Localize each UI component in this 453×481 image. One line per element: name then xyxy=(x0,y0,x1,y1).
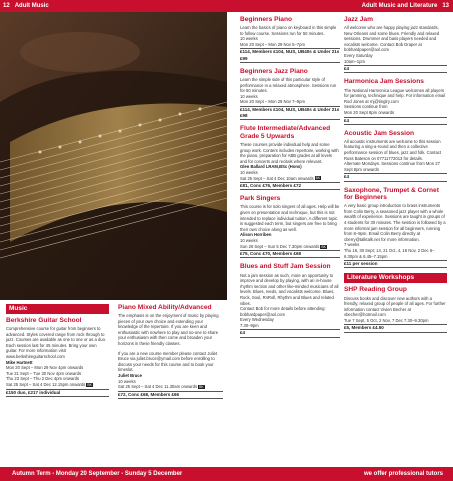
guitar-session-1: Mon 20 Sept – Mon 29 Nov 4pm onwards xyxy=(6,365,84,371)
piano-mixed-desc-1: The emphasis is on the enjoyment of music by playing pieces of your own choice and extending your knowledge of the repertoire. If you are keen and enthusiastic with nowhere to play and no-one to share your enthusiasm with then come and broaden your horizons in these friendly classes. xyxy=(118,313,219,347)
beginners-piano-price: £114, Members £104, NUS, UB40s & Under 21s £99 xyxy=(240,48,340,62)
park-singers-tutor: Alison Horriben xyxy=(240,232,272,238)
shp-reading-schedule: Tue 7 Sept, 5 Oct, 2 Nov, 7 Dec 7.30–9.30pm xyxy=(344,317,429,323)
jazz-piano-price: £114, Members £104, NUS, UB40s & Under 21s £98 xyxy=(240,106,340,120)
acoustic-jam-title: Acoustic Jam Session xyxy=(344,129,414,137)
music-section-heading: Music xyxy=(6,304,109,314)
column-4 xyxy=(344,16,447,338)
shp-reading-price: £5, Members £4.50 xyxy=(344,324,447,332)
jazz-jam-time: 10am–1pm xyxy=(344,58,365,64)
footer-bar xyxy=(0,467,453,481)
park-singers-weeks: 10 weeks xyxy=(240,238,258,244)
footer-tagline: we offer professional tutors xyxy=(363,471,443,477)
flute-title: Flute Intermediate/Advanced Grade 5 Upwards xyxy=(240,125,331,140)
piano-mixed-desc-2: If you are a new course member please contact Juliet Bruce via juliet.bruce@ymail.com before enrolling to discuss your needs for this course and to book your timeslot. xyxy=(118,350,218,373)
guitar-price: £150 duo, £217 individual xyxy=(6,389,109,397)
term-dates: Autumn Term - Monday 20 September - Sunday 5 December xyxy=(12,471,183,477)
harmonica-when: Sessions continue from xyxy=(344,104,388,110)
blues-jam-contact: Contact Bob for more details before attending: bobhardpaper@aol.com xyxy=(240,306,326,317)
jazz-piano-title: Beginners Jazz Piano xyxy=(240,67,308,75)
flute-desc: These courses provide individual help and some group work. Content includes repertoire, working with the piano, preparation for ABB grades at all levels and for concerts and recitals where relevant. xyxy=(240,142,339,164)
booking-badge: BK xyxy=(321,244,326,249)
left-page-header xyxy=(3,0,49,12)
beginners-piano-desc: Learn the basics of piano on keyboard in this simple to follow course. Sessions run for 50 minutes. xyxy=(240,25,337,36)
piano-mixed-title: Piano Mixed Ability/Advanced xyxy=(118,304,212,311)
jazz-piano-schedule: Mon 20 Sept – Mon 29 Nov 7–9pm xyxy=(240,99,305,105)
acoustic-jam-price: £4 xyxy=(344,173,447,181)
header-bar xyxy=(0,0,453,12)
piano-strings-image xyxy=(0,12,227,300)
flute-price: £81, Conc £76, Members £72 xyxy=(240,182,340,190)
sax-schedule: Thu 16, 30 Sept; 14, 21 Oct, 4, 18 Nov, 2 Dec 6–6.30pm & 6.45–7.15pm xyxy=(344,248,435,259)
jazz-jam-desc: All welcome who are happy playing jazz standards, New Orleans and some blues. Friendly and relaxed sessions. Drummer and bass players needed and vocalists welcome. Contact Bob Draper at bobhardpaper@aol.com xyxy=(344,25,440,53)
blues-jam-time: 7.30–9pm xyxy=(240,322,259,328)
literature-section-heading: Literature Workshops xyxy=(344,273,447,283)
blues-jam-desc: Not a jam session as such, more an opportunity to improve and develop by playing, with an in-house rhythm section and other like-minded musicians of all levels. Blues, reeds, and vocalists welcome. Blues, Rock, Soul, RnRoll, Rhythm and Blues and related vibes. xyxy=(240,272,339,306)
flute-schedule: Sat 25 Sept – Sat 4 Dec 10am onwards xyxy=(240,175,314,181)
guitar-session-2: Tue 21 Sept – Tue 30 Nov 4pm onwards xyxy=(6,370,82,376)
harmonica-title: Harmonica Jam Sessions xyxy=(344,78,424,86)
harmonica-schedule: Mon 20 Sept 8pm onwards xyxy=(344,109,395,115)
blues-jam-price: £4 xyxy=(240,329,340,337)
shp-reading-desc: Discuss books and discover new authors with a friendly, relaxed group of people of all ages. For further information contact Vivien Becher at vbecher@hotmail.com xyxy=(344,295,446,318)
sax-weeks: 7 weeks xyxy=(344,242,360,248)
harmonica-desc: The National Harmonica League welcomes all players for jamming, technique and help. For information email Rod Jones at rnj@tinglry.com xyxy=(344,87,446,104)
park-singers-schedule-row xyxy=(240,244,340,250)
beginners-piano-weeks: 10 weeks xyxy=(240,36,258,42)
piano-mixed-schedule: Sat 25 Sept – Sat 4 Dec 11.30am onwards xyxy=(118,384,198,390)
column-1 xyxy=(6,304,109,402)
right-page-title: Adult Music and Literature xyxy=(361,3,438,9)
sax-desc: A very basic group introduction to brass instruments from Colin Berry, a seasoned jazz player with a whole wealth of experience. Sessions are taught in groups of 4 students for 30 minutes. The session is followed by a more informal jam session for all beginners, running from 8–9pm. Email Colin Berry directly at cberry@talktalk.net for more information. xyxy=(344,203,446,242)
guitar-tutor: Mike Hartnett xyxy=(6,359,33,365)
piano-photo xyxy=(0,12,227,300)
booking-badge: BK xyxy=(87,382,92,387)
acoustic-jam-when: Alternate Mondays. Sessions continue from Mon 27 Sept 8pm onwards xyxy=(344,161,440,172)
column-2 xyxy=(118,304,223,404)
guitar-title: Berkshire Guitar School xyxy=(6,317,82,324)
blues-jam-title: Blues and Stuff Jam Session xyxy=(240,263,331,271)
piano-mixed-price: £72, Conc £68, Members £66 xyxy=(118,391,223,399)
acoustic-jam-desc: All acoustic instruments are welcome to this session featuring a sing-a-round and then a collective performance session of blues, jazz and folk. Contact Russ Bateson on 07711772013 for details. xyxy=(344,138,442,161)
sax-title: Saxophone, Trumpet & Cornet for Beginners xyxy=(344,186,439,202)
park-singers-schedule: Sun 26 Sept – Sun 5 Dec 7.30pm onwards xyxy=(240,243,320,249)
beginners-piano-title: Beginners Piano xyxy=(240,16,293,23)
right-page-number: 13 xyxy=(442,3,449,9)
column-3 xyxy=(240,16,340,343)
guitar-session-4: Sat 25 Sept – Sat 4 Dec 12.15pm onwards xyxy=(6,382,86,388)
piano-mixed-weeks: 10 weeks xyxy=(118,378,136,384)
jazz-jam-when: Every Saturday xyxy=(344,53,373,59)
harmonica-price: £4 xyxy=(344,117,447,125)
jazz-piano-weeks: 10 weeks xyxy=(240,93,258,99)
flute-tutor: Glen Ballard LRAM,BSc (Hons) xyxy=(240,164,302,170)
beginners-piano-schedule: Mon 20 Sept – Mon 29 Nov 5–7pm xyxy=(240,41,305,47)
guitar-desc: Comprehensive course for guitar from beginners to advanced. Styles covered range from rock through to jazz. Courses are available as one to one or as a duo. Each session last for 45 minutes. Bring your own guitar. For more information visit www.berkshireguitarschool.com xyxy=(6,326,107,360)
guitar-session-3: Thu 23 Sept – Thu 2 Dec 4pm onwards xyxy=(6,376,80,382)
booking-badge: BK xyxy=(315,176,321,181)
piano-mixed-tutor: Juliet Bruce xyxy=(118,373,142,379)
jazz-jam-price: £4 xyxy=(344,65,447,73)
jazz-piano-desc: Learn the simple side of this particular style of performance in a relaxed atmosphere. Sessions run for 50 minutes. xyxy=(240,76,337,94)
piano-mixed-schedule-row xyxy=(118,384,223,390)
left-page-number: 12 xyxy=(3,3,10,9)
left-page-title: Adult Music xyxy=(14,3,49,9)
guitar-session-4-row xyxy=(6,382,109,388)
right-page-header xyxy=(362,0,449,12)
booking-badge: BK xyxy=(199,385,204,390)
jazz-jam-title: Jazz Jam xyxy=(344,16,373,23)
park-singers-desc: This course is for solo singers of all ages. Help will be given on presentation and technique, but this is not intended to replace individual tuition. A different topic is suggested each term, but singers are free to bring their own choice along as well. xyxy=(240,204,340,232)
park-singers-title: Park Singers xyxy=(240,195,281,203)
flute-weeks: 10 weeks xyxy=(240,170,258,175)
sax-price: £11 per session xyxy=(344,260,447,268)
park-singers-price: £75, Conc £70, Members £68 xyxy=(240,250,340,258)
flute-schedule-row xyxy=(240,176,340,182)
blues-jam-when: Every Wednesday xyxy=(240,317,274,323)
shp-reading-title: SHP Reading Group xyxy=(344,286,407,294)
